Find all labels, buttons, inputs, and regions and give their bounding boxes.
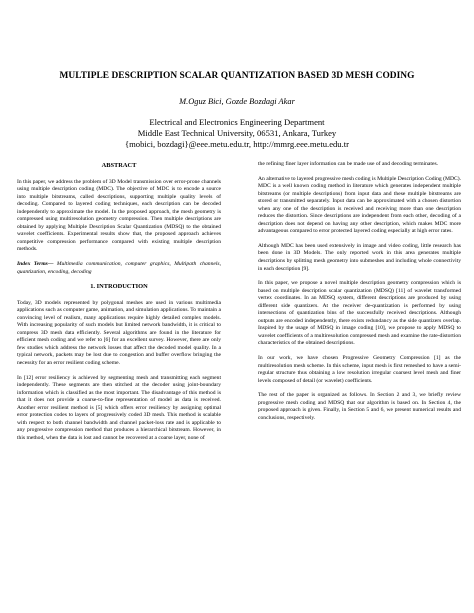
abstract-heading: ABSTRACT xyxy=(101,162,137,169)
author-affiliation xyxy=(20,117,454,150)
affiliation-department: Electrical and Electronics Engineering Department xyxy=(149,117,325,127)
right-paragraph-3: Although MDC has been used extensively in image and video coding, little research has been done in 3D Models. The only reported work in this area generates multiple descriptions by splitting mesh geometry into submeshes and including whole connectivity in each description [9]. xyxy=(258,242,461,272)
intro-paragraph-1: Today, 3D models represented by polygonal meshes are used in various multimedia applications such as computer game, animation, and simulation applications. To maintain a convincing level of realism, many applications require highly detailed complex models. With increasing popularity of such models but limited network bandwidth, it is critical to compress 3D mesh data efficiently. Several algorithms are found in the literature for efficient mesh coding and we refer to [6] for an excellent survey. However, there are only few studies which address the network losses that affect the decoded model quality. In a typical network, packets may be lost due to congestion and buffer overflow bringing the necessity for an error resilient coding scheme. xyxy=(17,299,221,367)
right-column xyxy=(258,161,461,422)
right-paragraph-2: An alternative to layered progressive mesh coding is Multiple Description Coding (MDC). MDC is a well known coding method in literature which generates independent multiple bitstreams (or multiple descriptions) from input data and these multiple bitstreams are stored or transmitted separately. Input data can be approximated with a chosen distortion when any one of the description is received and receiving more than one description reduces the distortion. Since descriptions are independent from each other, decoding of a description does not depend on having any other description, which makes MDC more advantageous compared to error protected layered coding especially at high error rates. xyxy=(258,175,461,235)
paper-authors: M.Oguz Bici, Gozde Bozdagi Akar xyxy=(179,97,295,106)
paper-title: MULTIPLE DESCRIPTION SCALAR QUANTIZATION BASED 3D MESH CODING xyxy=(59,71,415,81)
intro-paragraph-2: In [12] error resiliency is achieved by segmenting mesh and transmitting each segment independently. These segments are then stitched at the decoder using joint-boundary information which is classified as the most important. The disadvantage of this method is that it does not provide a coarse-to-fine representation of model as data is received. Another error resilient method is [5] which offers error resiliency by assigning optimal error protection codes to layers of progressively coded 3D mesh. This method is scalable with respect to both channel bandwidth and channel packet-loss rate and is applicable to any progressive compression method that produces a hierarchical bitstream. However, in this method, when the data is lost and cannot be recovered at a coarse layer, none of xyxy=(17,374,221,441)
right-paragraph-4: In this paper, we propose a novel multiple description geometry compression which is based on multiple description scalar quantization (MDSQ) [11] of wavelet transformed vertex coordinates. In an MDSQ system, different descriptions are produced by using different side quantizers. At the receiver de-quantization is performed by using intersections of quantization bins of the successfully received descriptions. Although outputs are encoded independently, there exists redundancy as the side quantizers overlap. Inspired by the usage of MDSQ in image coding [10], we propose to apply MDSQ to wavelet coefficients of a multiresolution compressed mesh and examine the rate-distortion characteristics of the obtained descriptions. xyxy=(258,280,461,347)
introduction-heading: 1. INTRODUCTION xyxy=(90,283,148,291)
index-terms-label: Index Terms— xyxy=(17,261,54,268)
abstract-text: In this paper, we address the problem of 3D Model transmission over error-prone channels using multiple description coding (MDC). The objective of MDC is to encode a source into multiple bitstreams, called descriptions, supporting multiple quality levels of decoding. Compared to layered coding techniques, each description can be decoded independently to approximate the model. In the proposed approach, the mesh geometry is compressed using multiresolution geometry compression. Then multiple descriptions are obtained by applying Multiple Description Scalar Quantization (MDSQ) to the obtained wavelet coefficients. Experimental results show that, the proposed approach achieves competitive compression performance compared with existing multiple description methods. xyxy=(17,178,221,253)
right-paragraph-6: The rest of the paper is organized as follows. In Section 2 and 3, we briefly review progressive mesh coding and MDSQ that our algorithm is based on. In Section 4, the proposed approach is given. Finally, in Section 5 and 6, we present numerical results and conclusions, respectively. xyxy=(258,392,461,421)
index-terms xyxy=(17,261,221,276)
affiliation-contact: {mobici, bozdagi}@eee.metu.edu.tr, http://mmrg.eee.metu.edu.tr xyxy=(125,139,349,149)
index-terms-text: Multimedia communication, computer graphics, Multipath channels, quantization, encoding, decoding xyxy=(17,261,221,275)
left-column xyxy=(17,162,221,443)
right-paragraph-1: the refining finer layer information can be made use of and decoding terminates. xyxy=(258,161,439,167)
right-paragraph-5: In our work, we have chosen Progressive Geometry Compression [1] as the multiresolution mesh scheme. In this scheme, input mesh is first remeshed to have a semi-regular structure thus obtaining a low resolution irregular coarsest level mesh and finer levels composed of detail (or wavelet) coefficients. xyxy=(258,355,461,384)
affiliation-university: Middle East Technical University, 06531, Ankara, Turkey xyxy=(137,128,337,138)
